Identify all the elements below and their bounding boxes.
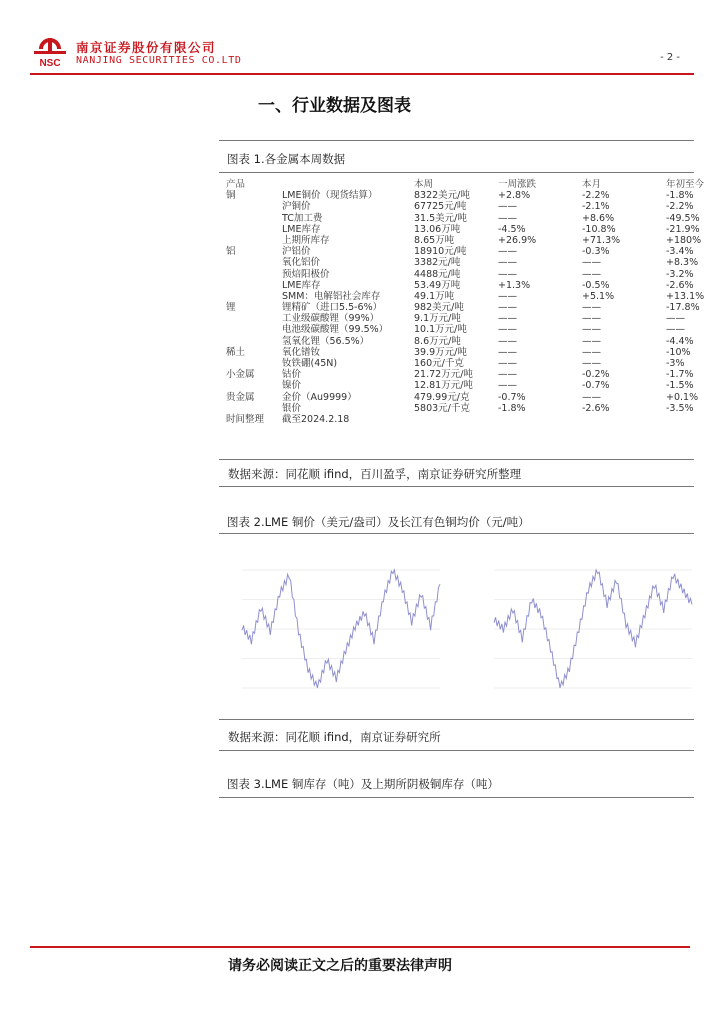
cell-item: LME铜价（现货结算） [282,190,378,202]
cell-item: TC加工费 [282,212,323,224]
cell-week: 18910元/吨 [414,246,467,258]
cell-ytd: -2.6% [666,279,694,291]
cell-month: —— [582,346,601,358]
cell-week-change: —— [498,335,517,347]
cell-week: 5803元/千克 [414,402,470,414]
cell-week: 12.81万元/吨 [414,380,473,392]
cell-item: 金价（Au9999） [282,391,357,403]
figure2-source-rule [219,750,694,751]
cell-product: 锂 [226,302,236,314]
table-row [226,268,694,280]
cell-month: -0.5% [582,279,610,291]
cell-month: -2.1% [582,201,610,213]
col-header-week-change: 一周涨跌 [498,179,537,190]
figure1-top-rule [219,140,694,141]
table-row [226,290,705,302]
cell-item: LME库存 [282,223,321,235]
table-row [226,369,694,381]
table-row [226,414,690,425]
cell-week-change: —— [498,290,517,302]
cell-week: 8322美元/吨 [414,190,470,202]
cell-week-change: —— [498,246,517,258]
cell-item: 截至2024.2.18 [282,413,350,425]
cell-week: 4488元/吨 [414,268,461,280]
table-row [226,190,694,202]
metal-data-table [226,179,705,425]
cell-week-change: -4.5% [498,223,526,235]
cell-week-change: —— [498,268,517,280]
legal-disclaimer: 请务必阅读正文之后的重要法律声明 [228,958,452,974]
cell-month: +5.1% [582,290,615,302]
cell-month: -0.3% [582,246,610,258]
cell-week-change: —— [498,302,517,314]
cell-week: 49.1万吨 [414,290,455,302]
table-row [226,279,694,291]
col-header-week: 本周 [414,179,434,190]
col-header-ytd: 年初至今 [666,179,705,190]
figure3-caption: 图表 3.LME 铜库存（吨）及上期所阴极铜库存（吨） [227,777,499,791]
cell-week-change: +2.8% [498,190,531,202]
cell-month: —— [582,257,601,269]
table-row [226,257,699,269]
cell-item: 银价 [282,402,302,414]
cell-month: +8.6% [582,212,615,224]
cell-product: 时间整理 [226,413,265,425]
cell-week: 67725元/吨 [414,201,467,213]
cell-item: 沪铝价 [282,246,311,258]
cell-week-change: —— [498,358,517,369]
cell-week: 982美元/吨 [414,302,464,314]
cell-ytd: -10% [666,346,691,358]
cell-week: 13.06万吨 [414,223,461,235]
figure1-caption: 图表 1.各金属本周数据 [227,152,346,166]
cell-week-change: +1.3% [498,279,531,291]
cell-month: -2.6% [582,402,610,414]
table-row [226,380,694,392]
cell-ytd: +180% [666,234,702,246]
figure1-source-rule [219,486,694,487]
page-number: - 2 - [660,52,680,63]
cell-month: —— [582,358,601,369]
cell-product: 贵金属 [226,391,255,403]
footer-divider [30,946,690,948]
header-divider [30,73,694,75]
chart-left-svg [228,542,454,710]
cell-week: 8.65万吨 [414,234,455,246]
cell-week: 21.72万元/吨 [414,369,473,381]
cell-item: 钕铁硼(45N) [282,358,338,369]
section-title: 一、行业数据及图表 [258,96,411,116]
cell-item: 电池级碳酸锂（99.5%） [282,324,389,336]
cell-ytd: -2.2% [666,201,694,213]
cell-week: 3382元/吨 [414,257,461,269]
cell-product: 小金属 [226,369,255,381]
cell-month: -2.2% [582,190,610,202]
cell-week-change: -0.7% [498,391,526,403]
cell-item: 钴价 [282,369,302,381]
cell-ytd: -3.5% [666,402,694,414]
cell-ytd: -3.4% [666,246,694,258]
cell-week-change: —— [498,380,517,392]
table-row [226,358,690,369]
company-name-cn: 南京证券股份有限公司 [76,40,217,55]
cell-item: 上期所库存 [282,234,330,246]
cell-product: 铝 [226,246,236,258]
lme-copper-price-chart [228,542,454,710]
company-logo [30,36,70,72]
cell-week-change: +26.9% [498,234,537,246]
cell-month: -10.8% [582,223,616,235]
cell-week: 479.99元/克 [414,391,470,403]
cell-month: +71.3% [582,234,621,246]
cell-ytd: +13.1% [666,290,705,302]
figure1-caption-rule [219,172,694,173]
cell-month: —— [582,335,601,347]
cell-week: 53.49万吨 [414,279,461,291]
cell-month: —— [582,391,601,403]
cell-week: 8.6万元/吨 [414,335,461,347]
col-header-product: 产品 [226,179,246,190]
chart-right-svg [480,542,706,710]
cell-ytd: -1.8% [666,190,694,202]
cell-item: 氢氧化锂（56.5%） [282,335,370,347]
table-row [226,201,694,213]
cell-week: 9.1万元/吨 [414,313,461,325]
table-row [226,234,702,246]
figure2-bottom-rule [219,719,694,720]
cell-week: 160元/千克 [414,358,464,369]
cell-item: 工业级碳酸锂（99%） [282,313,380,325]
table-row [226,335,694,347]
cell-week: 39.9万元/吨 [414,346,467,358]
cell-item: LME库存 [282,279,321,291]
table-body [226,190,705,425]
cell-week-change: —— [498,324,517,336]
table-row [226,391,699,403]
cell-month: —— [582,324,601,336]
cell-product: 铜 [226,190,236,202]
figure3-caption-rule [219,797,694,798]
figure1-bottom-rule [219,459,694,460]
cell-month: —— [582,302,601,314]
cell-ytd: +8.3% [666,257,699,269]
table-header-row [226,179,705,190]
cell-week-change: —— [498,346,517,358]
company-name-en: NANJING SECURITIES CO.LTD [76,55,242,66]
changjiang-copper-price-chart [480,542,706,710]
cell-week-change: —— [498,257,517,269]
table-row [226,347,690,358]
cell-week-change: —— [498,201,517,213]
cell-month: —— [582,268,601,280]
cell-ytd: -3.2% [666,268,694,280]
cell-item: 沪铜价 [282,201,311,213]
col-header-month: 本月 [582,179,602,190]
figure2-caption-rule [219,533,694,534]
table-row [226,313,690,324]
table-row [226,212,700,224]
cell-ytd: +0.1% [666,391,699,403]
figure1-source: 数据来源：同花顺 ifind，百川盈孚，南京证券研究所整理 [228,467,522,481]
cell-item: 氧化镨钕 [282,346,321,358]
cell-week: 10.1万元/吨 [414,324,467,336]
cell-item: SMM：电解铝社会库存 [282,290,381,302]
cell-ytd: -3% [666,358,685,369]
cell-item: 预焙阳极价 [282,268,330,280]
cell-week-change: —— [498,212,517,224]
cell-month: -0.7% [582,380,610,392]
cell-ytd: -1.7% [666,369,694,381]
cell-week-change: —— [498,369,517,381]
cell-ytd: -21.9% [666,223,700,235]
cell-ytd: -4.4% [666,335,694,347]
logo-text: NSC [39,58,61,69]
cell-week: 31.5美元/吨 [414,212,467,224]
cell-item: 锂精矿（进口5.5-6%） [282,302,383,314]
cell-month: -0.2% [582,369,610,381]
cell-ytd: -49.5% [666,212,700,224]
cell-week-change: -1.8% [498,402,526,414]
figure2-source: 数据来源：同花顺 ifind，南京证券研究所 [228,730,441,744]
table-row [226,302,700,314]
cell-item: 氧化铝价 [282,257,321,269]
cell-ytd: —— [666,313,685,325]
table-row [226,402,694,414]
table-row [226,246,694,258]
cell-ytd: -17.8% [666,302,700,314]
cell-product: 稀土 [226,346,246,358]
cell-month: —— [582,313,601,325]
cell-item: 镍价 [282,380,302,392]
cell-ytd: —— [666,324,685,336]
table-row [226,324,690,335]
cell-week-change: —— [498,313,517,325]
cell-ytd: -1.5% [666,380,694,392]
table-row [226,223,700,235]
figure2-caption: 图表 2.LME 铜价（美元/盎司）及长江有色铜均价（元/吨） [227,515,530,529]
